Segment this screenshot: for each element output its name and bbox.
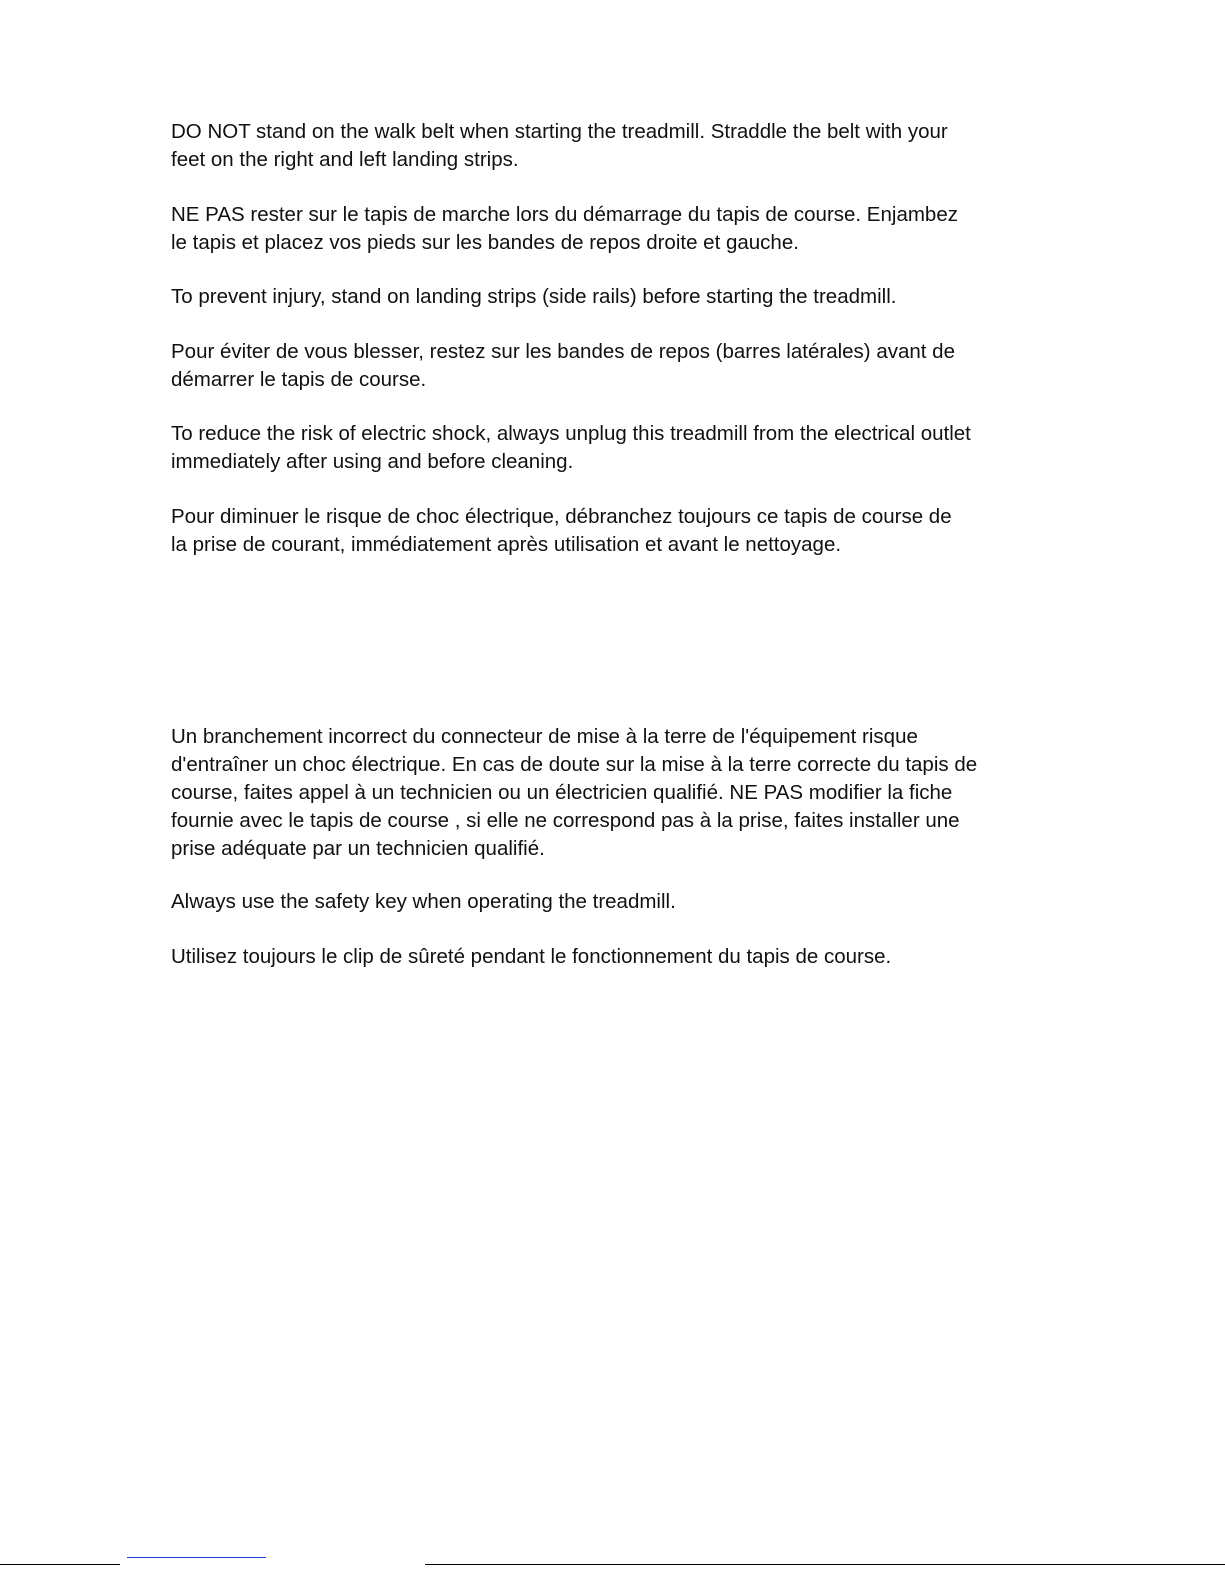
warning-electric-shock-en: To reduce the risk of electric shock, always unplug this treadmill from the electrical outlet immediately after using and before cleaning. xyxy=(171,422,971,473)
warning-walk-belt-en: DO NOT stand on the walk belt when starting the treadmill. Straddle the belt with your feet on the right and left landing strips. xyxy=(171,120,948,171)
footer-rule-right xyxy=(425,1564,1225,1565)
warning-safety-key-en: Always use the safety key when operating the treadmill. xyxy=(171,890,676,913)
warning-safety-key-fr: Utilisez toujours le clip de sûreté pendant le fonctionnement du tapis de course. xyxy=(171,945,892,968)
warning-landing-strips-fr: Pour éviter de vous blesser, restez sur les bandes de repos (barres latérales) avant de démarrer le tapis de course. xyxy=(171,340,955,391)
warning-electric-shock-fr: Pour diminuer le risque de choc électrique, débranchez toujours ce tapis de course de la prise de courant, immédiatement après utilisation et avant le nettoyage. xyxy=(171,505,952,556)
warning-walk-belt-fr: NE PAS rester sur le tapis de marche lors du démarrage du tapis de course. Enjambez le tapis et placez vos pieds sur les bandes de repos droite et gauche. xyxy=(171,203,958,254)
warning-landing-strips-en: To prevent injury, stand on landing strips (side rails) before starting the treadmill. xyxy=(171,285,897,308)
warning-grounding-fr: Un branchement incorrect du connecteur de mise à la terre de l'équipement risque d'entraîner un choc électrique. En cas de doute sur la mise à la terre correcte du tapis de course, faites appel à un technicien ou un électricien qualifié. NE PAS modifier la fiche fournie avec le tapis de course , si elle ne correspond pas à la prise, faites installer une prise adéquate par un technicien qualifié. xyxy=(171,725,978,860)
footer-rule-left xyxy=(0,1564,120,1565)
footer-rule-short xyxy=(127,1557,266,1558)
